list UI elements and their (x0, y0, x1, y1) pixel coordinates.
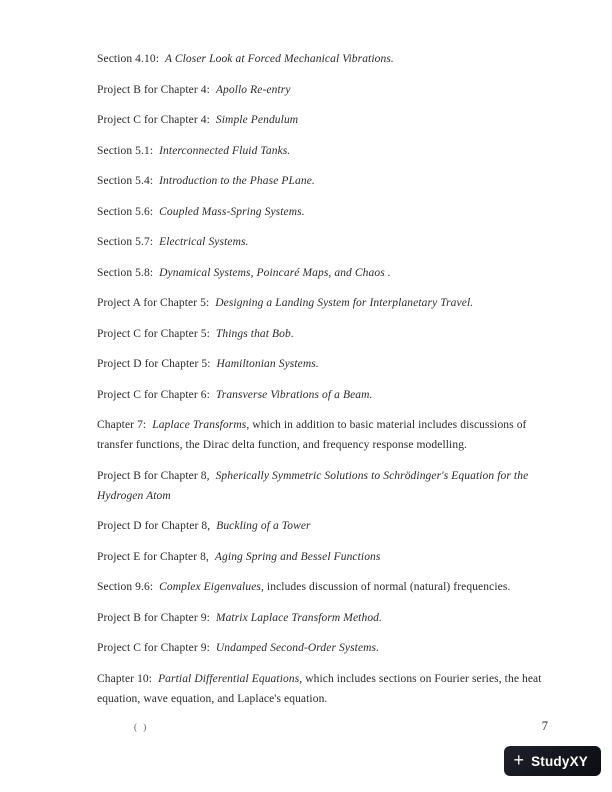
entry-prefix: Project D for Chapter 8, (97, 520, 214, 532)
brand-logo-text (531, 754, 588, 769)
entry-prefix: Project D for Chapter 5: (97, 358, 214, 370)
contents-list (97, 49, 548, 709)
brand-part-study: Study (531, 753, 570, 769)
toc-entry (97, 516, 548, 536)
entry-prefix: Section 4.10: (97, 53, 162, 65)
entry-title: Spherically Symmetric Solutions to Schrödinger's Equation for the Hydrogen Atom (97, 469, 529, 502)
entry-prefix: Project E for Chapter 8, (97, 550, 212, 563)
studyxy-watermark-badge (504, 746, 601, 776)
toc-entry (97, 171, 548, 191)
toc-entry (97, 232, 548, 252)
toc-entry (97, 141, 548, 161)
entry-prefix: Section 5.4: (97, 175, 157, 187)
entry-title: Partial Differential Equations (158, 672, 300, 685)
entry-prefix: Project C for Chapter 4: (97, 114, 213, 126)
footer-mark: ( ) (134, 722, 149, 732)
toc-entry (97, 669, 548, 709)
entry-prefix: Project C for Chapter 6: (97, 388, 213, 401)
entry-title: Designing a Landing System for Interplanetary Travel. (215, 297, 474, 309)
page-number: 7 (541, 719, 548, 733)
entry-title: Matrix Laplace Transform Method. (215, 611, 383, 624)
page-footer (97, 719, 548, 734)
entry-prefix: Project C for Chapter 9: (97, 642, 213, 654)
entry-title: Electrical Systems. (159, 236, 249, 248)
toc-entry (97, 324, 548, 344)
entry-prefix: Section 5.1: (97, 144, 157, 157)
entry-prefix: Section 5.8: (97, 266, 157, 279)
entry-prefix: Project A for Chapter 5: (97, 297, 213, 309)
entry-title: Transverse Vibrations of a Beam. (215, 388, 373, 401)
entry-title: Apollo Re-entry (215, 83, 291, 96)
entry-prefix: Section 5.7: (97, 236, 157, 248)
entry-title: Laplace Transforms (152, 419, 247, 431)
entry-title: Buckling of a Tower (216, 520, 311, 532)
toc-entry (97, 385, 548, 405)
entry-prefix: Project B for Chapter 8, (97, 469, 213, 482)
entry-title: Hamiltonian Systems. (216, 358, 319, 370)
entry-prefix: Chapter 10: (97, 672, 156, 685)
entry-prefix: Project B for Chapter 9: (97, 611, 213, 624)
entry-title: Coupled Mass-Spring Systems. (159, 205, 305, 218)
entry-prefix: Project C for Chapter 5: (97, 327, 213, 340)
toc-entry (97, 293, 548, 313)
plus-icon: + (513, 750, 525, 770)
entry-title: Interconnected Fluid Tanks. (159, 144, 291, 157)
entry-title: Complex Eigenvalues (159, 581, 261, 593)
entry-title: Undamped Second-Order Systems. (215, 642, 380, 654)
toc-entry (97, 638, 548, 658)
entry-suffix: , which includes sections on Fourier series, the heat equation, wave equation, and Laplace's equation. (97, 672, 542, 705)
brand-part-xy: XY (569, 753, 588, 769)
entry-prefix: Section 5.6: (97, 205, 157, 218)
toc-entry (97, 202, 548, 222)
entry-prefix: Chapter 7: (97, 419, 150, 431)
entry-prefix: Project B for Chapter 4: (97, 83, 213, 96)
entry-suffix: , includes discussion of normal (natural) frequencies. (260, 581, 511, 593)
toc-entry (97, 547, 548, 567)
toc-entry (97, 354, 548, 374)
toc-entry (97, 263, 548, 283)
toc-entry (97, 608, 548, 628)
entry-title: Things that Bob. (215, 327, 294, 340)
toc-entry (97, 577, 548, 597)
entry-prefix: Section 9.6: (97, 581, 157, 593)
entry-suffix: , which in addition to basic material includes discussions of transfer functions, the Dirac delta function, and frequency response modelling. (97, 419, 527, 451)
entry-title: Introduction to the Phase PLane. (159, 175, 315, 187)
toc-entry (97, 466, 548, 506)
entry-title: Simple Pendulum (215, 114, 299, 126)
toc-entry (97, 49, 548, 69)
toc-entry (97, 80, 548, 100)
toc-entry (97, 110, 548, 130)
entry-title: Dynamical Systems, Poincaré Maps, and Chaos . (159, 266, 391, 279)
entry-title: A Closer Look at Forced Mechanical Vibrations. (164, 53, 394, 65)
toc-entry (97, 415, 548, 455)
entry-title: Aging Spring and Bessel Functions (214, 550, 381, 563)
